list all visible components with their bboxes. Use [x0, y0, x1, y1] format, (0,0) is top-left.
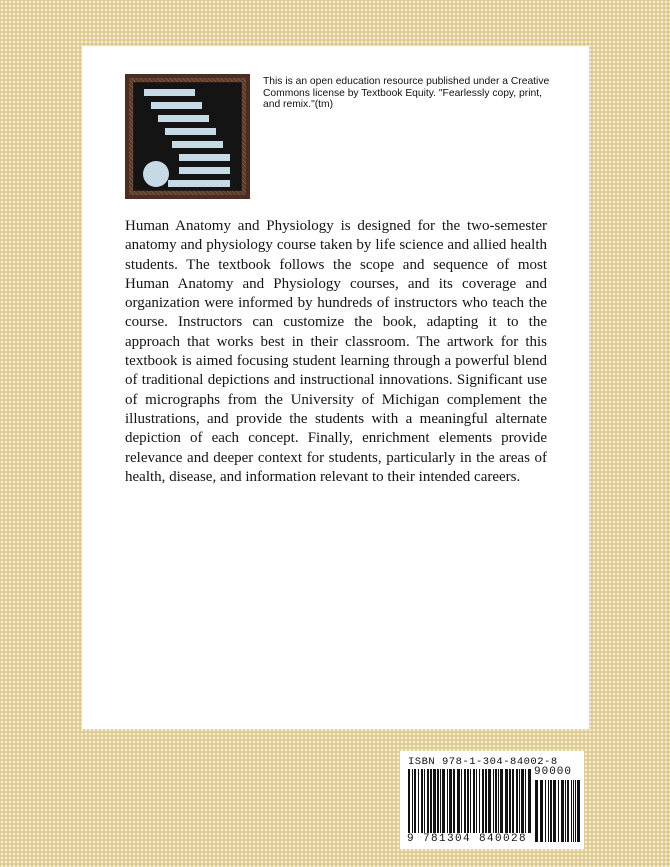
- barcode-bar: [573, 780, 574, 842]
- barcode-bar: [473, 769, 475, 841]
- barcode-bar: [550, 780, 552, 842]
- barcode-bar: [493, 769, 494, 841]
- barcode-bar: [525, 769, 526, 841]
- barcode-bar: [453, 769, 455, 841]
- barcode-bar: [433, 769, 436, 841]
- barcode-bar: [430, 769, 432, 841]
- barcode-bar: [414, 769, 416, 841]
- barcode-bar: [521, 769, 524, 841]
- barcode-bar: [577, 780, 580, 842]
- barcode-bar: [558, 780, 559, 842]
- barcode-bar: [461, 769, 462, 841]
- barcode-bar: [575, 780, 576, 842]
- barcode-bar: [424, 769, 425, 841]
- barcode-bar: [479, 769, 480, 841]
- barcode-bar: [540, 780, 543, 842]
- barcode-bar: [505, 769, 508, 841]
- barcode-bar: [464, 769, 466, 841]
- barcode-bar: [408, 769, 410, 841]
- barcode-bar: [467, 769, 469, 841]
- isbn-barcode: [400, 751, 584, 849]
- barcode-bar: [528, 769, 531, 841]
- barcode-bar: [418, 769, 419, 841]
- barcode-bar: [519, 769, 520, 841]
- barcode-bar: [427, 769, 429, 841]
- barcode-bar: [476, 769, 477, 841]
- back-cover-panel: [82, 46, 589, 729]
- barcode-bar: [488, 769, 491, 841]
- textbook-equity-logo: [125, 74, 250, 199]
- barcode-bar: [437, 769, 439, 841]
- barcode-bar: [548, 780, 549, 842]
- barcode-bar: [571, 780, 572, 842]
- barcode-bar: [482, 769, 484, 841]
- barcode-bar: [567, 780, 569, 842]
- barcode-bar: [512, 769, 514, 841]
- barcode-bar: [545, 780, 546, 842]
- barcode-digits: 9 781304 840028: [407, 833, 531, 845]
- barcode-bar: [412, 769, 413, 841]
- barcode-bar: [442, 769, 445, 841]
- barcode-bar: [485, 769, 487, 841]
- barcode-bar: [516, 769, 518, 841]
- barcode-bar: [470, 769, 471, 841]
- barcode-bar: [447, 769, 448, 841]
- barcode-bar: [553, 780, 556, 842]
- book-description: Human Anatomy and Physiology is designed for the two-semester anatomy and physiology course taken by life science and allied health students. The textbook follows the scope and sequence of most Human Anatomy and Physiology courses, and its coverage and organization were informed by hundreds of instructors who teach the course. Instructors can customize the book, adapting it to the approach that works best in their classroom. The artwork for this textbook is aimed focusing student learning through a powerful blend of traditional depictions and instructional innovations. Significant use of micrographs from the University of Michigan complement the illustrations, and provide the students with a meaningful alternate depiction of each concept. Finally, enrichment elements provide relevance and deeper context for students, particularly in the areas of health, disease, and information relevant to their intended careers.: [125, 218, 547, 485]
- barcode-bar: [495, 769, 497, 841]
- logo-staircase-icon: [133, 82, 242, 191]
- isbn-label: ISBN 978-1-304-84002-8: [408, 756, 558, 768]
- barcode-bar: [421, 769, 423, 841]
- license-notice: This is an open education resource published under a Creative Commons license by Textbook Equity. "Fearlessly copy, print, and remix."(tm): [263, 76, 550, 111]
- barcode-bar: [535, 780, 538, 842]
- barcode-bar: [565, 780, 566, 842]
- barcode-bar: [500, 769, 503, 841]
- barcode-bar: [509, 769, 511, 841]
- barcode-bar: [498, 769, 499, 841]
- barcode-bar: [457, 769, 460, 841]
- addon-bars: [534, 780, 580, 842]
- barcode-bar: [561, 780, 564, 842]
- barcode-bar: [440, 769, 441, 841]
- price-code: 90000: [534, 766, 573, 778]
- ean13-bars: [407, 769, 531, 841]
- barcode-bar: [449, 769, 452, 841]
